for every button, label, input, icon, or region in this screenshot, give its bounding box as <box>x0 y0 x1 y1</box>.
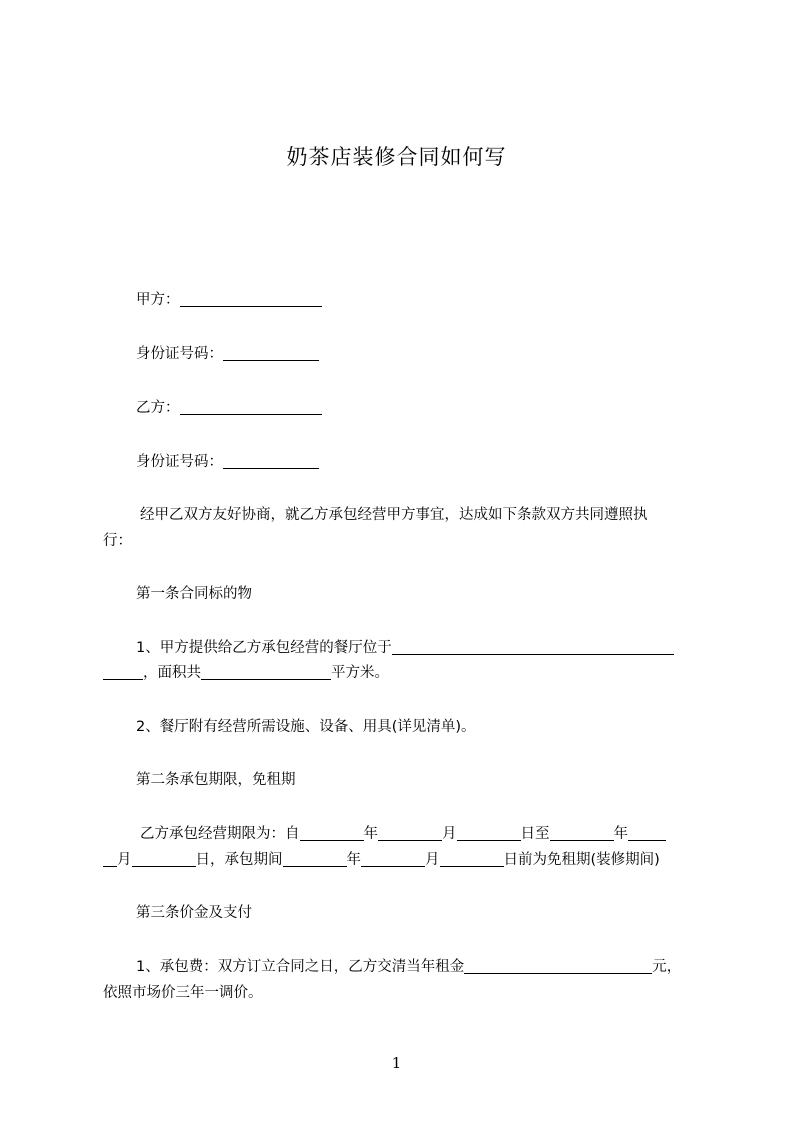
article-3-heading: 第三条价金及支付 <box>136 905 252 921</box>
article-2-line-1 <box>103 822 740 847</box>
period-day-blank <box>440 852 504 867</box>
id-blank-a <box>223 346 319 361</box>
party-b-line <box>103 396 736 421</box>
id-line-b <box>103 450 736 475</box>
area-blank <box>201 665 331 680</box>
end-month-blank <box>628 826 666 841</box>
article-1-heading: 第一条合同标的物 <box>136 586 252 602</box>
intro-line-2: 行： <box>103 533 132 549</box>
rent-amount-blank <box>464 959 652 974</box>
month-label: 月 <box>425 852 440 868</box>
area-unit: 平方米。 <box>331 665 389 681</box>
end-month-blank-continued <box>103 852 117 867</box>
month-label: 月 <box>117 852 132 868</box>
id-label-a: 身份证号码： <box>136 346 223 362</box>
start-day-blank <box>457 826 521 841</box>
party-b-label: 乙方： <box>136 400 180 416</box>
article-1-item-1-line-2 <box>103 661 703 686</box>
article-1-item-2: 2、餐厅附有经营所需设施、设备、用具(详见清单)。 <box>136 719 476 735</box>
year-label: 年 <box>346 852 361 868</box>
article-1-item-1-line-1 <box>103 636 736 661</box>
document-title: 奶茶店装修合同如何写 <box>286 145 507 169</box>
period-month-blank <box>361 852 425 867</box>
id-label-b: 身份证号码： <box>136 454 223 470</box>
page-number: 1 <box>391 1054 402 1072</box>
day-label: 日 <box>195 852 210 868</box>
day-to-label: 日至 <box>520 826 550 842</box>
end-day-blank <box>132 852 196 867</box>
term-mid: ，承包期间 <box>210 852 283 868</box>
article-3-item-1-line-1 <box>103 955 736 980</box>
party-a-line <box>103 288 736 313</box>
party-a-blank <box>180 292 322 307</box>
article-2-line-2 <box>103 848 703 873</box>
term-prefix: 乙方承包经营期限为：自 <box>140 826 300 842</box>
party-b-blank <box>180 400 322 415</box>
location-blank-continued <box>103 665 143 680</box>
article-2-heading: 第二条承包期限，免租期 <box>136 772 296 788</box>
id-line-a <box>103 342 736 367</box>
year-label: 年 <box>363 826 378 842</box>
start-month-blank <box>378 826 442 841</box>
fee-unit: 元， <box>652 959 682 975</box>
period-year-blank <box>283 852 347 867</box>
year-label: 年 <box>613 826 628 842</box>
start-year-blank <box>300 826 364 841</box>
article-3-item-1-line-2: 依照市场价三年一调价。 <box>103 985 263 1001</box>
rent-free-suffix: 日前为免租期(装修期间) <box>503 852 660 868</box>
end-year-blank <box>550 826 614 841</box>
location-blank <box>392 640 674 655</box>
intro-line-1: 经甲乙双方友好协商，就乙方承包经营甲方事宜，达成如下条款双方共同遵照执 <box>140 507 648 523</box>
article-1-item-1-prefix: 1、甲方提供给乙方承包经营的餐厅位于 <box>136 640 392 656</box>
month-label: 月 <box>442 826 457 842</box>
id-blank-b <box>223 454 319 469</box>
fee-prefix: 1、承包费：双方订立合同之日，乙方交清当年租金 <box>136 959 465 975</box>
area-label: ，面积共 <box>143 665 201 681</box>
party-a-label: 甲方： <box>136 292 180 308</box>
